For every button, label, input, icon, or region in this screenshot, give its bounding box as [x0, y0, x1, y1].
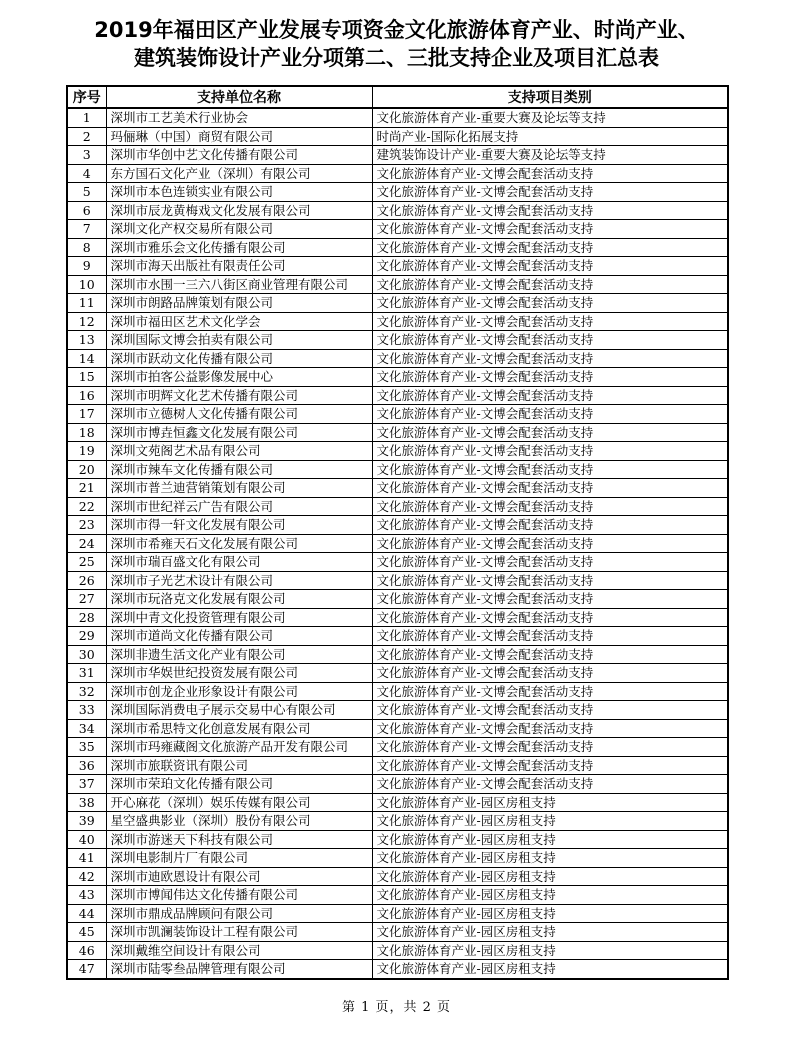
- table-row: [67, 442, 728, 461]
- project-category-cell: 文化旅游体育产业-文博会配套活动支持: [372, 516, 728, 535]
- table-row: [67, 275, 728, 294]
- company-name-cell: 深圳市雅乐会文化传播有限公司: [106, 238, 372, 257]
- table-row: [67, 294, 728, 313]
- company-name-cell: 深圳市鼎成品牌顾问有限公司: [106, 904, 372, 923]
- row-index-cell: 47: [67, 960, 106, 979]
- project-category-cell: 文化旅游体育产业-文博会配套活动支持: [372, 664, 728, 683]
- table-row: [67, 368, 728, 387]
- table-row: [67, 830, 728, 849]
- table-row: [67, 886, 728, 905]
- project-category-cell: 文化旅游体育产业-文博会配套活动支持: [372, 738, 728, 757]
- row-index-cell: 31: [67, 664, 106, 683]
- document-title-line1: 2019年福田区产业发展专项资金文化旅游体育产业、时尚产业、: [94, 18, 699, 42]
- row-index-cell: 20: [67, 460, 106, 479]
- row-index-cell: 7: [67, 220, 106, 239]
- project-category-cell: 文化旅游体育产业-文博会配套活动支持: [372, 479, 728, 498]
- company-name-cell: 东方国石文化产业（深圳）有限公司: [106, 164, 372, 183]
- project-category-cell: 文化旅游体育产业-文博会配套活动支持: [372, 590, 728, 609]
- table-row: [67, 516, 728, 535]
- row-index-cell: 9: [67, 257, 106, 276]
- row-index-cell: 28: [67, 608, 106, 627]
- project-category-cell: 文化旅游体育产业-文博会配套活动支持: [372, 497, 728, 516]
- company-name-cell: 深圳市本色连锁实业有限公司: [106, 183, 372, 202]
- company-name-cell: 深圳市福田区艺术文化学会: [106, 312, 372, 331]
- company-name-cell: 深圳市陆零叁品牌管理有限公司: [106, 960, 372, 979]
- document-title: [0, 0, 793, 72]
- row-index-cell: 32: [67, 682, 106, 701]
- row-index-cell: 37: [67, 775, 106, 794]
- company-name-cell: 深圳市朗路品牌策划有限公司: [106, 294, 372, 313]
- table-row: [67, 571, 728, 590]
- project-category-cell: 文化旅游体育产业-园区房租支持: [372, 793, 728, 812]
- company-name-cell: 深圳市创龙企业形象设计有限公司: [106, 682, 372, 701]
- company-name-cell: 深圳市辣车文化传播有限公司: [106, 460, 372, 479]
- table-row: [67, 183, 728, 202]
- project-category-cell: 文化旅游体育产业-文博会配套活动支持: [372, 220, 728, 239]
- table-row: [67, 664, 728, 683]
- project-category-cell: 文化旅游体育产业-文博会配套活动支持: [372, 183, 728, 202]
- company-name-cell: 深圳电影制片厂有限公司: [106, 849, 372, 868]
- project-category-cell: 文化旅游体育产业-文博会配套活动支持: [372, 701, 728, 720]
- table-row: [67, 590, 728, 609]
- row-index-cell: 29: [67, 627, 106, 646]
- row-index-cell: 14: [67, 349, 106, 368]
- project-category-cell: 文化旅游体育产业-园区房租支持: [372, 960, 728, 979]
- table-row: [67, 960, 728, 979]
- project-category-cell: 文化旅游体育产业-文博会配套活动支持: [372, 294, 728, 313]
- project-category-cell: 文化旅游体育产业-园区房租支持: [372, 941, 728, 960]
- table-row: [67, 719, 728, 738]
- company-name-cell: 深圳市华娱世纪投资发展有限公司: [106, 664, 372, 683]
- company-name-cell: 深圳市希思特文化创意发展有限公司: [106, 719, 372, 738]
- table-row: [67, 756, 728, 775]
- row-index-cell: 43: [67, 886, 106, 905]
- project-category-cell: 文化旅游体育产业-园区房租支持: [372, 904, 728, 923]
- project-category-cell: 文化旅游体育产业-文博会配套活动支持: [372, 645, 728, 664]
- table-row: [67, 534, 728, 553]
- row-index-cell: 3: [67, 146, 106, 165]
- row-index-cell: 44: [67, 904, 106, 923]
- company-name-cell: 深圳市拍客公益影像发展中心: [106, 368, 372, 387]
- company-name-cell: 深圳市玛雍藏阁文化旅游产品开发有限公司: [106, 738, 372, 757]
- project-category-cell: 建筑装饰设计产业-重要大赛及论坛等支持: [372, 146, 728, 165]
- row-index-cell: 26: [67, 571, 106, 590]
- table-row: [67, 812, 728, 831]
- row-index-cell: 45: [67, 923, 106, 942]
- project-category-cell: 文化旅游体育产业-文博会配套活动支持: [372, 164, 728, 183]
- row-index-cell: 38: [67, 793, 106, 812]
- company-name-cell: 开心麻花（深圳）娱乐传媒有限公司: [106, 793, 372, 812]
- support-table-container: [66, 85, 727, 980]
- table-row: [67, 349, 728, 368]
- company-name-cell: 深圳市海天出版社有限责任公司: [106, 257, 372, 276]
- company-name-cell: 深圳市世纪祥云广告有限公司: [106, 497, 372, 516]
- company-name-cell: 深圳文苑阁艺术品有限公司: [106, 442, 372, 461]
- project-category-cell: 文化旅游体育产业-园区房租支持: [372, 830, 728, 849]
- header-cell-project-category: 支持项目类别: [372, 86, 728, 108]
- company-name-cell: 深圳市博垚恒鑫文化发展有限公司: [106, 423, 372, 442]
- company-name-cell: 玛俪琳（中国）商贸有限公司: [106, 127, 372, 146]
- row-index-cell: 42: [67, 867, 106, 886]
- table-row: [67, 627, 728, 646]
- project-category-cell: 文化旅游体育产业-文博会配套活动支持: [372, 682, 728, 701]
- project-category-cell: 文化旅游体育产业-园区房租支持: [372, 812, 728, 831]
- project-category-cell: 文化旅游体育产业-文博会配套活动支持: [372, 719, 728, 738]
- table-row: [67, 738, 728, 757]
- row-index-cell: 10: [67, 275, 106, 294]
- table-row: [67, 257, 728, 276]
- row-index-cell: 13: [67, 331, 106, 350]
- company-name-cell: 深圳市荣珀文化传播有限公司: [106, 775, 372, 794]
- header-row: [67, 86, 728, 108]
- project-category-cell: 文化旅游体育产业-文博会配套活动支持: [372, 331, 728, 350]
- row-index-cell: 17: [67, 405, 106, 424]
- row-index-cell: 1: [67, 108, 106, 127]
- table-row: [67, 146, 728, 165]
- project-category-cell: 文化旅游体育产业-文博会配套活动支持: [372, 534, 728, 553]
- company-name-cell: 深圳市博闻伟达文化传播有限公司: [106, 886, 372, 905]
- company-name-cell: 深圳市旅联资讯有限公司: [106, 756, 372, 775]
- table-row: [67, 108, 728, 127]
- row-index-cell: 12: [67, 312, 106, 331]
- page-number-indicator: 第 1 页，共 2 页: [341, 1000, 452, 1015]
- company-name-cell: 深圳市玩洛克文化发展有限公司: [106, 590, 372, 609]
- header-cell-index: 序号: [67, 86, 106, 108]
- table-row: [67, 701, 728, 720]
- company-name-cell: 深圳市道尚文化传播有限公司: [106, 627, 372, 646]
- table-row: [67, 331, 728, 350]
- row-index-cell: 41: [67, 849, 106, 868]
- row-index-cell: 16: [67, 386, 106, 405]
- row-index-cell: 34: [67, 719, 106, 738]
- table-row: [67, 220, 728, 239]
- project-category-cell: 文化旅游体育产业-文博会配套活动支持: [372, 312, 728, 331]
- company-name-cell: 深圳市跃动文化传播有限公司: [106, 349, 372, 368]
- row-index-cell: 36: [67, 756, 106, 775]
- row-index-cell: 5: [67, 183, 106, 202]
- project-category-cell: 文化旅游体育产业-文博会配套活动支持: [372, 571, 728, 590]
- table-row: [67, 775, 728, 794]
- project-category-cell: 文化旅游体育产业-文博会配套活动支持: [372, 238, 728, 257]
- company-name-cell: 深圳市立德树人文化传播有限公司: [106, 405, 372, 424]
- row-index-cell: 8: [67, 238, 106, 257]
- project-category-cell: 文化旅游体育产业-文博会配套活动支持: [372, 460, 728, 479]
- project-category-cell: 文化旅游体育产业-文博会配套活动支持: [372, 275, 728, 294]
- row-index-cell: 22: [67, 497, 106, 516]
- project-category-cell: 文化旅游体育产业-园区房租支持: [372, 867, 728, 886]
- row-index-cell: 27: [67, 590, 106, 609]
- table-row: [67, 645, 728, 664]
- company-name-cell: 深圳国际文博会拍卖有限公司: [106, 331, 372, 350]
- document-title-line2: 建筑装饰设计产业分项第二、三批支持企业及项目汇总表: [134, 46, 659, 70]
- row-index-cell: 33: [67, 701, 106, 720]
- table-row: [67, 553, 728, 572]
- company-name-cell: 深圳市普兰迪营销策划有限公司: [106, 479, 372, 498]
- table-row: [67, 386, 728, 405]
- project-category-cell: 文化旅游体育产业-重要大赛及论坛等支持: [372, 108, 728, 127]
- row-index-cell: 46: [67, 941, 106, 960]
- company-name-cell: 深圳非遗生活文化产业有限公司: [106, 645, 372, 664]
- project-category-cell: 文化旅游体育产业-文博会配套活动支持: [372, 608, 728, 627]
- row-index-cell: 23: [67, 516, 106, 535]
- table-row: [67, 479, 728, 498]
- row-index-cell: 40: [67, 830, 106, 849]
- company-name-cell: 深圳国际消费电子展示交易中心有限公司: [106, 701, 372, 720]
- project-category-cell: 文化旅游体育产业-文博会配套活动支持: [372, 386, 728, 405]
- support-table-body: [67, 108, 728, 979]
- row-index-cell: 35: [67, 738, 106, 757]
- row-index-cell: 15: [67, 368, 106, 387]
- row-index-cell: 11: [67, 294, 106, 313]
- row-index-cell: 21: [67, 479, 106, 498]
- table-row: [67, 923, 728, 942]
- row-index-cell: 6: [67, 201, 106, 220]
- project-category-cell: 文化旅游体育产业-文博会配套活动支持: [372, 756, 728, 775]
- support-table-header: [67, 86, 728, 108]
- table-row: [67, 127, 728, 146]
- company-name-cell: 深圳戴维空间设计有限公司: [106, 941, 372, 960]
- project-category-cell: 时尚产业-国际化拓展支持: [372, 127, 728, 146]
- company-name-cell: 星空盛典影业（深圳）股份有限公司: [106, 812, 372, 831]
- row-index-cell: 25: [67, 553, 106, 572]
- project-category-cell: 文化旅游体育产业-文博会配套活动支持: [372, 201, 728, 220]
- table-row: [67, 423, 728, 442]
- company-name-cell: 深圳市希雍天石文化发展有限公司: [106, 534, 372, 553]
- project-category-cell: 文化旅游体育产业-园区房租支持: [372, 886, 728, 905]
- table-row: [67, 904, 728, 923]
- project-category-cell: 文化旅游体育产业-文博会配套活动支持: [372, 349, 728, 368]
- company-name-cell: 深圳市子光艺术设计有限公司: [106, 571, 372, 590]
- company-name-cell: 深圳市迪欧恩设计有限公司: [106, 867, 372, 886]
- company-name-cell: 深圳市明辉文化艺术传播有限公司: [106, 386, 372, 405]
- project-category-cell: 文化旅游体育产业-文博会配套活动支持: [372, 405, 728, 424]
- project-category-cell: 文化旅游体育产业-园区房租支持: [372, 849, 728, 868]
- project-category-cell: 文化旅游体育产业-文博会配套活动支持: [372, 442, 728, 461]
- table-row: [67, 682, 728, 701]
- project-category-cell: 文化旅游体育产业-文博会配套活动支持: [372, 775, 728, 794]
- company-name-cell: 深圳市水围一三六八街区商业管理有限公司: [106, 275, 372, 294]
- table-row: [67, 793, 728, 812]
- row-index-cell: 24: [67, 534, 106, 553]
- table-row: [67, 497, 728, 516]
- table-row: [67, 312, 728, 331]
- company-name-cell: 深圳市得一轩文化发展有限公司: [106, 516, 372, 535]
- support-table: [66, 85, 729, 980]
- table-row: [67, 608, 728, 627]
- row-index-cell: 2: [67, 127, 106, 146]
- project-category-cell: 文化旅游体育产业-文博会配套活动支持: [372, 627, 728, 646]
- table-row: [67, 164, 728, 183]
- company-name-cell: 深圳市游迷天下科技有限公司: [106, 830, 372, 849]
- table-row: [67, 849, 728, 868]
- row-index-cell: 4: [67, 164, 106, 183]
- project-category-cell: 文化旅游体育产业-文博会配套活动支持: [372, 423, 728, 442]
- project-category-cell: 文化旅游体育产业-园区房租支持: [372, 923, 728, 942]
- company-name-cell: 深圳市凯澜装饰设计工程有限公司: [106, 923, 372, 942]
- company-name-cell: 深圳市华创中艺文化传播有限公司: [106, 146, 372, 165]
- table-row: [67, 405, 728, 424]
- row-index-cell: 30: [67, 645, 106, 664]
- table-row: [67, 941, 728, 960]
- project-category-cell: 文化旅游体育产业-文博会配套活动支持: [372, 553, 728, 572]
- company-name-cell: 深圳中青文化投资管理有限公司: [106, 608, 372, 627]
- project-category-cell: 文化旅游体育产业-文博会配套活动支持: [372, 368, 728, 387]
- table-row: [67, 201, 728, 220]
- row-index-cell: 18: [67, 423, 106, 442]
- table-row: [67, 867, 728, 886]
- company-name-cell: 深圳市瑞百盛文化有限公司: [106, 553, 372, 572]
- project-category-cell: 文化旅游体育产业-文博会配套活动支持: [372, 257, 728, 276]
- row-index-cell: 39: [67, 812, 106, 831]
- header-cell-company-name: 支持单位名称: [106, 86, 372, 108]
- company-name-cell: 深圳市辰龙黄梅戏文化发展有限公司: [106, 201, 372, 220]
- table-row: [67, 238, 728, 257]
- row-index-cell: 19: [67, 442, 106, 461]
- table-row: [67, 460, 728, 479]
- company-name-cell: 深圳市工艺美术行业协会: [106, 108, 372, 127]
- company-name-cell: 深圳文化产权交易所有限公司: [106, 220, 372, 239]
